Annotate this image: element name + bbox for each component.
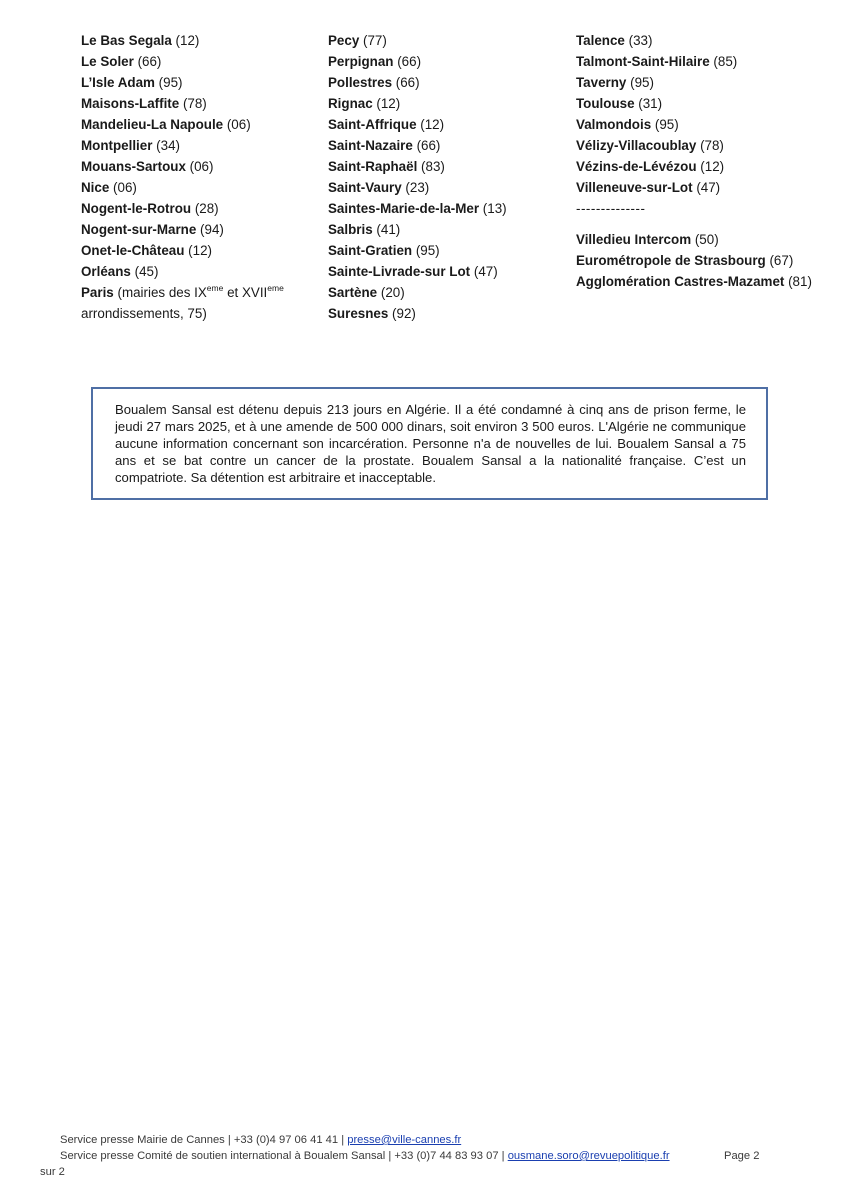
list-item: Sainte-Livrade-sur Lot (47) [328,264,498,279]
list-item: Saint-Raphaël (83) [328,159,445,174]
commune-list-column-2 [328,30,568,324]
list-item: Saint-Vaury (23) [328,180,430,195]
list-item: Saint-Gratien (95) [328,243,440,258]
list-item: L’Isle Adam (95) [81,75,183,90]
page-number-label: Page 2 [724,1150,760,1162]
list-item: Maisons-Laffite (78) [81,96,207,111]
footer-line-comite: Service presse Comité de soutien international à Boualem Sansal | +33 (0)7 44 83 93 07 | ousmane.soro@revuepolitique.fr [60,1150,670,1162]
list-item-paris: Paris (mairies des IXeme et XVIIeme arrondissements, 75) [81,282,284,321]
footer-line-cannes: Service presse Mairie de Cannes | +33 (0)4 97 06 41 41 | presse@ville-cannes.fr [60,1134,462,1146]
page-number-total: sur 2 [40,1166,65,1178]
list-item: Onet-le-Château (12) [81,243,212,258]
list-item: Suresnes (92) [328,306,416,321]
list-item: Valmondois (95) [576,117,679,132]
email-link-cannes[interactable]: presse@ville-cannes.fr [347,1134,462,1146]
list-item: Talence (33) [576,33,653,48]
email-link-comite[interactable]: ousmane.soro@revuepolitique.fr [507,1150,670,1162]
list-item: Sartène (20) [328,285,405,300]
list-item: Saint-Affrique (12) [328,117,445,132]
list-item: Villeneuve-sur-Lot (47) [576,180,721,195]
list-item: Pollestres (66) [328,75,420,90]
list-item: Nogent-sur-Marne (94) [81,222,224,237]
commune-list-column-3 [576,30,836,292]
commune-list-column-1 [81,30,311,324]
list-item: Orléans (45) [81,264,159,279]
list-separator: -------------- [576,201,646,216]
list-item: Montpellier (34) [81,138,180,153]
list-item: Nice (06) [81,180,137,195]
list-item: Nogent-le-Rotrou (28) [81,201,219,216]
list-item: Vézins-de-Lévézou (12) [576,159,725,174]
list-item: Villedieu Intercom (50) [576,232,719,247]
list-item: Le Soler (66) [81,54,162,69]
list-item: Toulouse (31) [576,96,663,111]
list-item: Vélizy-Villacoublay (78) [576,138,724,153]
list-item: Mouans-Sartoux (06) [81,159,214,174]
list-item: Pecy (77) [328,33,387,48]
list-item: Perpignan (66) [328,54,422,69]
detention-notice-box [91,387,768,500]
list-item: Taverny (95) [576,75,654,90]
list-item: Le Bas Segala (12) [81,33,200,48]
list-item: Saint-Nazaire (66) [328,138,441,153]
list-item: Mandelieu-La Napoule (06) [81,117,251,132]
notice-text: Boualem Sansal est détenu depuis 213 jours en Algérie. Il a été condamné à cinq ans de prison ferme, le jeudi 27 mars 2025, et à une amende de 500 000 dinars, soit environ 3 500 euros. L'Algérie ne communique aucune information concernant son incarcération. Personne n'a de nouvelles de lui. Boualem Sansal a 75 ans et se bat contre un cancer de la prostate. Boualem Sansal a la nationalité française. C’est un compatriote. Sa détention est arbitraire et inacceptable. [115,402,746,485]
list-item: Salbris (41) [328,222,401,237]
list-item: Saintes-Marie-de-la-Mer (13) [328,201,507,216]
list-item: Eurométropole de Strasbourg (67) [576,253,794,268]
list-item: Rignac (12) [328,96,401,111]
list-item: Talmont-Saint-Hilaire (85) [576,54,738,69]
list-item: Agglomération Castres-Mazamet (81) [576,274,812,289]
